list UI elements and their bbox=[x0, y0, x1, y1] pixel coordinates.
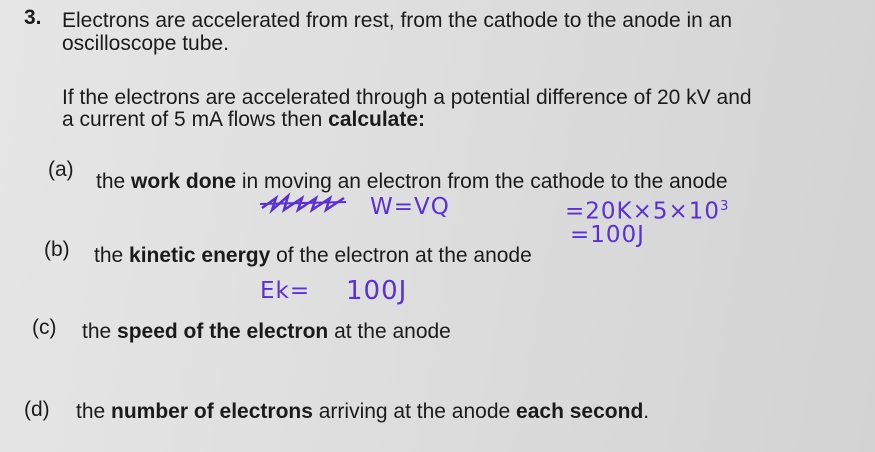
part-c-bold: speed of the electron bbox=[117, 320, 329, 343]
part-a-bold: work done bbox=[131, 170, 237, 193]
part-b-text bbox=[94, 244, 532, 268]
part-a-label: (a) bbox=[48, 158, 74, 181]
part-d-pre: the bbox=[76, 400, 112, 423]
handwritten-calculation bbox=[565, 194, 729, 225]
part-d-bold2: each second bbox=[516, 400, 644, 423]
para2-line-1: If the electrons are accelerated through a potential difference of 20 kV and bbox=[62, 86, 752, 109]
part-c-post: at the anode bbox=[328, 320, 451, 343]
handwritten-calc-exponent: 3 bbox=[720, 199, 730, 214]
part-d-end: . bbox=[643, 400, 650, 423]
crossed-out-scribble bbox=[258, 190, 353, 216]
calculate-label: calculate: bbox=[328, 108, 426, 131]
part-b-pre: the bbox=[94, 244, 130, 267]
para2-text: a current of 5 mA flows then bbox=[62, 108, 329, 131]
part-a-text bbox=[96, 170, 728, 194]
intro-line-1: Electrons are accelerated from rest, from the cathode to the anode in an bbox=[62, 9, 733, 32]
part-d-post: arriving at the anode bbox=[312, 400, 517, 423]
question-number: 3. bbox=[24, 6, 42, 29]
handwritten-result: =100J bbox=[570, 222, 645, 248]
part-a-pre: the bbox=[96, 170, 132, 193]
part-b-bold: kinetic energy bbox=[129, 244, 271, 267]
part-a-post: in moving an electron from the cathode to the anode bbox=[236, 170, 728, 193]
part-c-label: (c) bbox=[32, 316, 57, 339]
intro-line-2: oscilloscope tube. bbox=[62, 32, 229, 55]
handwritten-ek-value: 100J bbox=[346, 276, 408, 306]
part-c-text bbox=[82, 320, 451, 344]
para2-line-2 bbox=[62, 108, 425, 132]
part-c-pre: the bbox=[82, 320, 118, 343]
handwritten-formula: W=VQ bbox=[370, 194, 450, 220]
handwritten-calc-base: =20K×5×10 bbox=[565, 198, 721, 225]
handwritten-ek-label: Ek= bbox=[260, 278, 311, 304]
part-b-label: (b) bbox=[44, 238, 70, 261]
part-d-label: (d) bbox=[24, 398, 50, 421]
part-d-text bbox=[76, 400, 649, 424]
part-d-bold: number of electrons bbox=[111, 400, 313, 423]
part-b-post: of the electron at the anode bbox=[270, 244, 532, 267]
